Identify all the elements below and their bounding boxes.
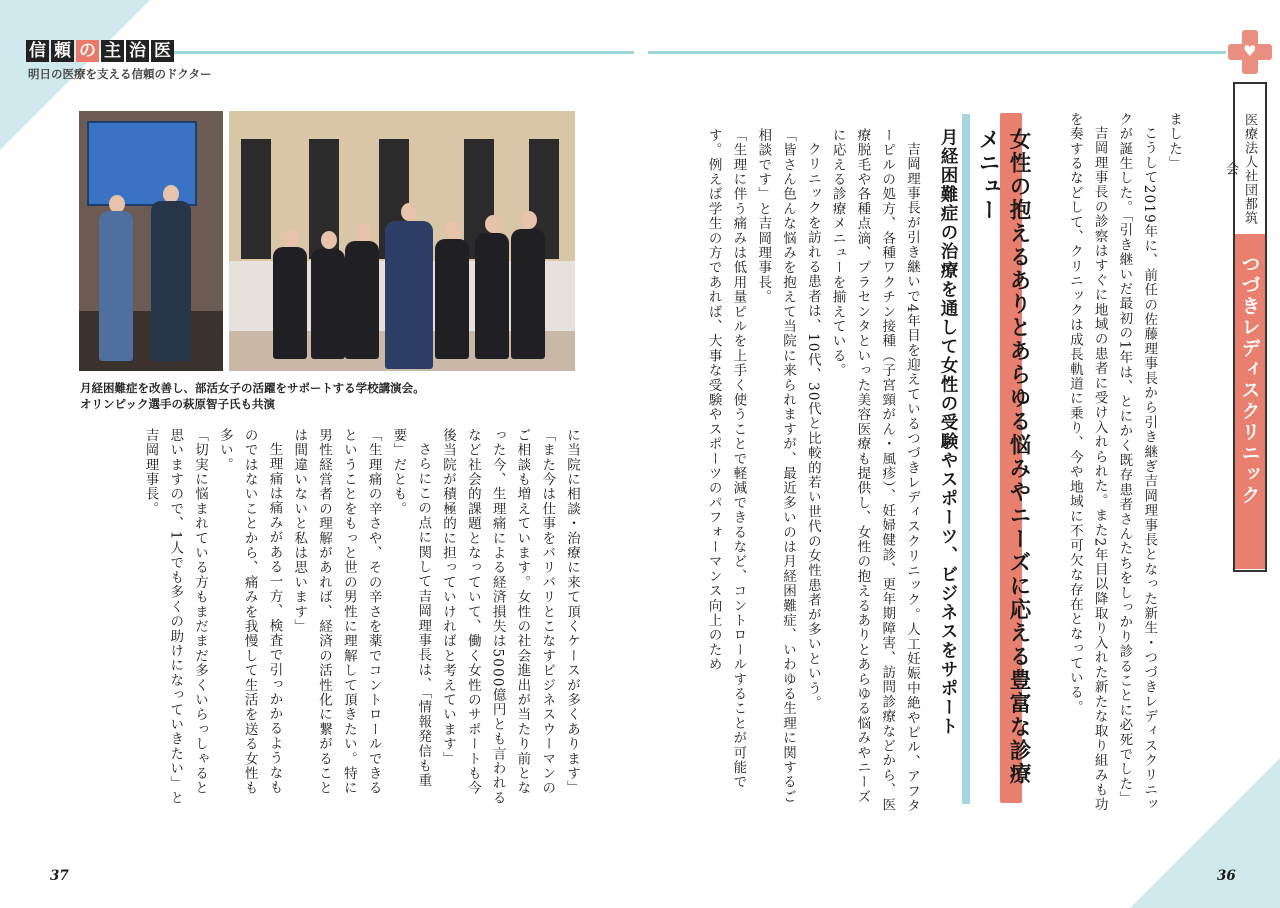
photo-lecture-stage (79, 111, 223, 371)
article-paragraph: クリニックを訪れる患者は、10代、30代と比較的若い世代の女性患者が多いという。 (804, 141, 821, 710)
article-paragraph: 生理痛は痛みがある一方、検査で引っかかるようなものではないことから、痛みを我慢して生活を送る女性も多い。 (216, 428, 283, 796)
article-paragraph: 吉岡理事長が引き継いで4年目を迎えているつづきレディスクリニック。人工妊娠中絶やピル、アフターピルの処方、各種ワクチン接種（子宮頸がん・風疹）、妊婦健診、更年期障害、訪問診療などから、医療脱毛や各種点滴、プラセンタといった美容医療も提供し、女性の抱えるありとあらゆる悩みやニーズに応える診療メニューを揃えている。 (829, 128, 920, 813)
header-rule-right (648, 51, 1226, 54)
projector-screen (87, 121, 197, 206)
article-paragraph: 「生理痛の辛さや、その辛さを薬でコントロールできるということをもっと世の男性に理解して頂きたい。特に男性経営者の理解があれば、経済の活性化に繋がることは間違いないと私は思います」 (291, 428, 382, 796)
clinic-label-box (1223, 82, 1267, 572)
header-rule-left (168, 51, 634, 54)
series-subtitle: 明日の医療を支える信頼のドクター (28, 67, 212, 81)
clinic-name: つづきレディスクリニック (1235, 234, 1265, 569)
subheading-accent-bar (962, 114, 970, 804)
medical-cross-icon (1228, 30, 1272, 74)
article-paragraph: に当院に相談・治療に来て頂くケースが多くあります」 (564, 428, 580, 796)
article-column-continued (92, 428, 584, 808)
heart-icon: ♥ (1243, 42, 1257, 60)
series-title-badge (26, 40, 174, 62)
series-title-char: 治 (126, 40, 149, 62)
photo-caption-line-1: 月経困難症を改善し、部活女子の活躍をサポートする学校講演会。 (80, 381, 425, 395)
article-paragraph: 「切実に悩まれている方もまだまだ多くいらっしゃると思いますので、1人でも多くの助けになっていきたい」と吉岡理事長。 (142, 428, 209, 806)
article-paragraph: ました」 (1166, 112, 1182, 171)
article-paragraph: 吉岡理事長の診察はすぐに地域の患者に受け入れられた。また2年目以降取り入れた新たな取り組みも功を奏するなどして、クリニックは成長軌道に乗り、今や地域に不可欠な存在となっている。 (1066, 112, 1108, 812)
photo-students-group (229, 111, 575, 371)
article-paragraph: 「また今は仕事をバリバリとこなすビジネスウーマンのご相談も増えています。女性の社会進出が当たり前となった今、生理痛による経済損失は5000億円とも言われるなど社会的課題となっていて、働く女性のサポートも今後当院が積極的に担っていければと考えています」 (440, 428, 556, 806)
series-title-char: 主 (101, 40, 124, 62)
article-paragraph: 「皆さん色んな悩みを抱えて当院に来られますが、最近多いのは月経困難症、いわゆる生理に関するご相談です」と吉岡理事長。 (755, 128, 797, 805)
page-number-right: 36 (1217, 868, 1236, 884)
article-paragraph: さらにこの点に関して吉岡理事長は、「情報発信も重要」だとも。 (390, 428, 432, 788)
article-paragraph: こうして2019年に、前任の佐藤理事長から引き継ぎ吉岡理事長となった新生・つづきレディスクリニックが誕生した。「引き継いだ最初の1年は、とにかく既存患者さんたちをしっかり診ることに必死でした」 (1116, 112, 1158, 812)
section-heading: 女性の抱えるありとあらゆる悩みやニーズに応える豊富な診療メニュー (975, 128, 1031, 786)
series-title-char: 頼 (51, 40, 74, 62)
article-column-main (698, 128, 924, 818)
clinic-organization: 医療法人社団都筑会 (1223, 113, 1257, 225)
series-title-char: 医 (151, 40, 174, 62)
section-subheading: 月経困難症の治療を通して女性の受験やスポーツ、ビジネスをサポート (938, 128, 958, 736)
article-column-intro (1040, 112, 1186, 812)
page-number-left: 37 (50, 868, 69, 884)
photo-caption (80, 380, 425, 412)
photo-caption-line-2: オリンピック選手の萩原智子氏も共演 (80, 397, 276, 411)
series-title-char: 信 (26, 40, 49, 62)
article-paragraph: 「生理に伴う痛みは低用量ピルを上手く使うことで軽減できるなど、コントロールすることが可能です。例えば学生の方であれば、大事な受験やスポーツのパフォーマンス向上のため (705, 128, 747, 790)
series-title-char: の (76, 40, 99, 62)
